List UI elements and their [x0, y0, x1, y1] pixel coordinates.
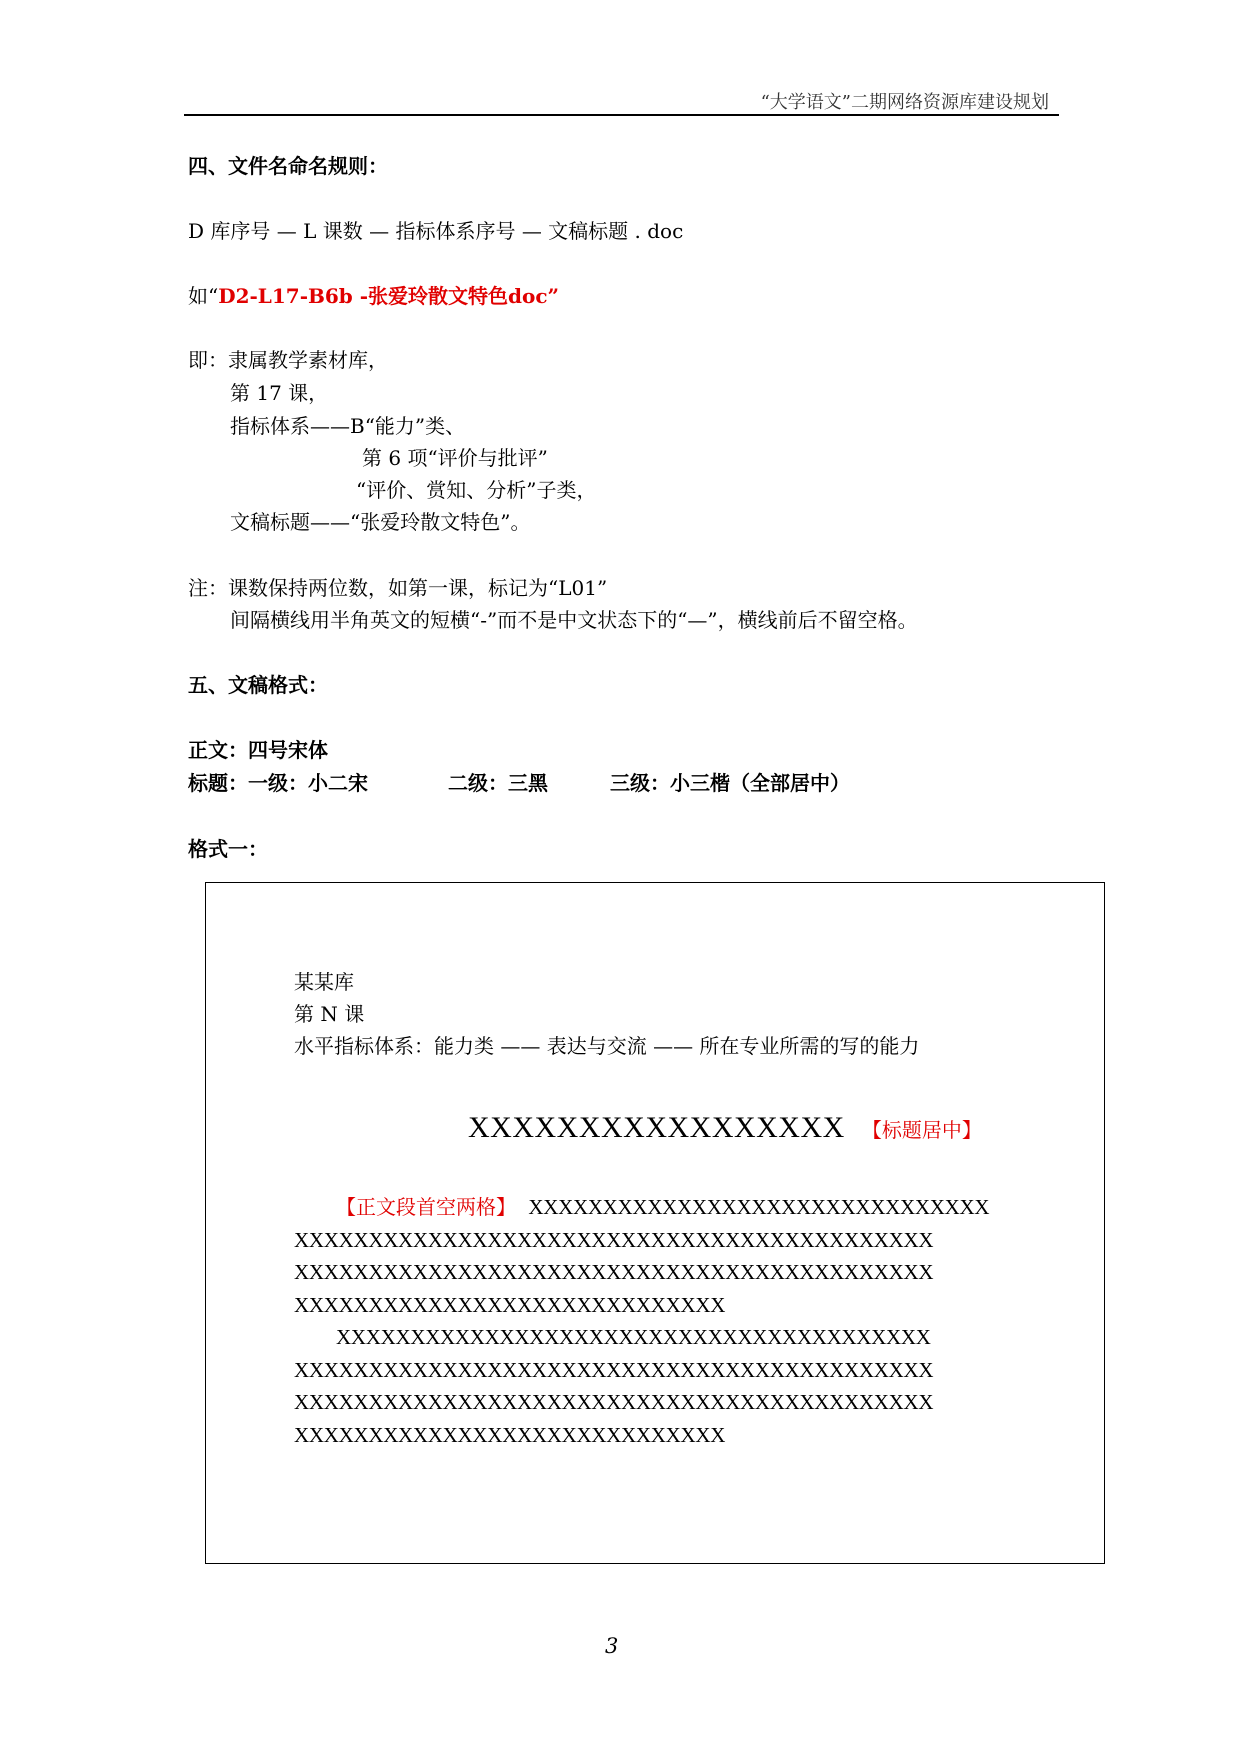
note-line: 注：课数保持两位数，如第一课，标记为“L01”	[188, 576, 608, 600]
example-prefix: 如“	[188, 284, 219, 308]
explain-line: 文稿标题——“张爱玲散文特色”。	[230, 510, 531, 534]
body-x-line: XXXXXXXXXXXXXXXXXXXXXXXXXXXXXXXXXXXXXXXXXXX	[294, 1228, 934, 1252]
body-x-line: XXXXXXXXXXXXXXXXXXXXXXXXXXXXXXXXXXXXXXXXXXX	[294, 1260, 934, 1284]
header-rule	[184, 114, 1059, 116]
sample-line: 某某库	[294, 970, 354, 994]
explain-line: 即：隶属教学素材库，	[188, 348, 388, 372]
para-first-line	[336, 1191, 989, 1223]
section-5-heading: 五、文稿格式：	[188, 673, 328, 697]
explain-line: 第 17 课，	[230, 381, 329, 405]
body-x-line: XXXXXXXXXXXXXXXXXXXXXXXXXXXXX	[294, 1423, 726, 1447]
body-x-line: XXXXXXXXXXXXXXXXXXXXXXXXXXXXXXX	[528, 1195, 990, 1219]
page-number: 3	[605, 1634, 619, 1658]
sample-heading-row	[468, 1108, 982, 1152]
sample-line: 水平指标体系：能力类 —— 表达与交流 —— 所在专业所需的写的能力	[294, 1034, 920, 1058]
sample-heading: XXXXXXXXXXXXXXXXX	[468, 1111, 845, 1144]
body-font-spec: 正文：四号宋体	[188, 738, 328, 762]
filename-pattern: D 库序号 — L 课数 — 指标体系序号 — 文稿标题 . doc	[188, 219, 684, 243]
title-level-3: 三级：小三楷（全部居中）	[610, 771, 850, 795]
body-x-line: XXXXXXXXXXXXXXXXXXXXXXXXXXXXXXXXXXXXXXXXXXX	[294, 1358, 934, 1382]
body-x-line: XXXXXXXXXXXXXXXXXXXXXXXXXXXXXXXXXXXXXXXXXXX	[294, 1390, 934, 1414]
section-4-heading: 四、文件名命名规则：	[188, 154, 388, 178]
filename-example	[188, 280, 559, 312]
body-x-line: XXXXXXXXXXXXXXXXXXXXXXXXXXXXXXXXXXXXXXXX	[336, 1325, 931, 1349]
title-level-2: 二级：三黑	[448, 771, 548, 795]
explain-line: 指标体系——B“能力”类、	[230, 414, 466, 438]
body-x-line: XXXXXXXXXXXXXXXXXXXXXXXXXXXXX	[294, 1293, 726, 1317]
para-note: 【正文段首空两格】	[336, 1195, 516, 1219]
format-label: 格式一：	[188, 837, 268, 861]
note-line: 间隔横线用半角英文的短横“-”而不是中文状态下的“—”，横线前后不留空格。	[230, 608, 918, 632]
explain-line: “评价、赏知、分析”子类，	[356, 478, 597, 502]
running-header: “大学语文”二期网络资源库建设规划	[760, 92, 1049, 113]
title-level-1: 标题：一级：小二宋	[188, 771, 368, 795]
example-value: D2-L17-B6b -张爱玲散文特色doc”	[218, 284, 560, 308]
explain-line: 第 6 项“评价与批评”	[362, 446, 548, 470]
heading-note: 【标题居中】	[861, 1118, 982, 1142]
sample-line: 第 N 课	[294, 1002, 365, 1026]
